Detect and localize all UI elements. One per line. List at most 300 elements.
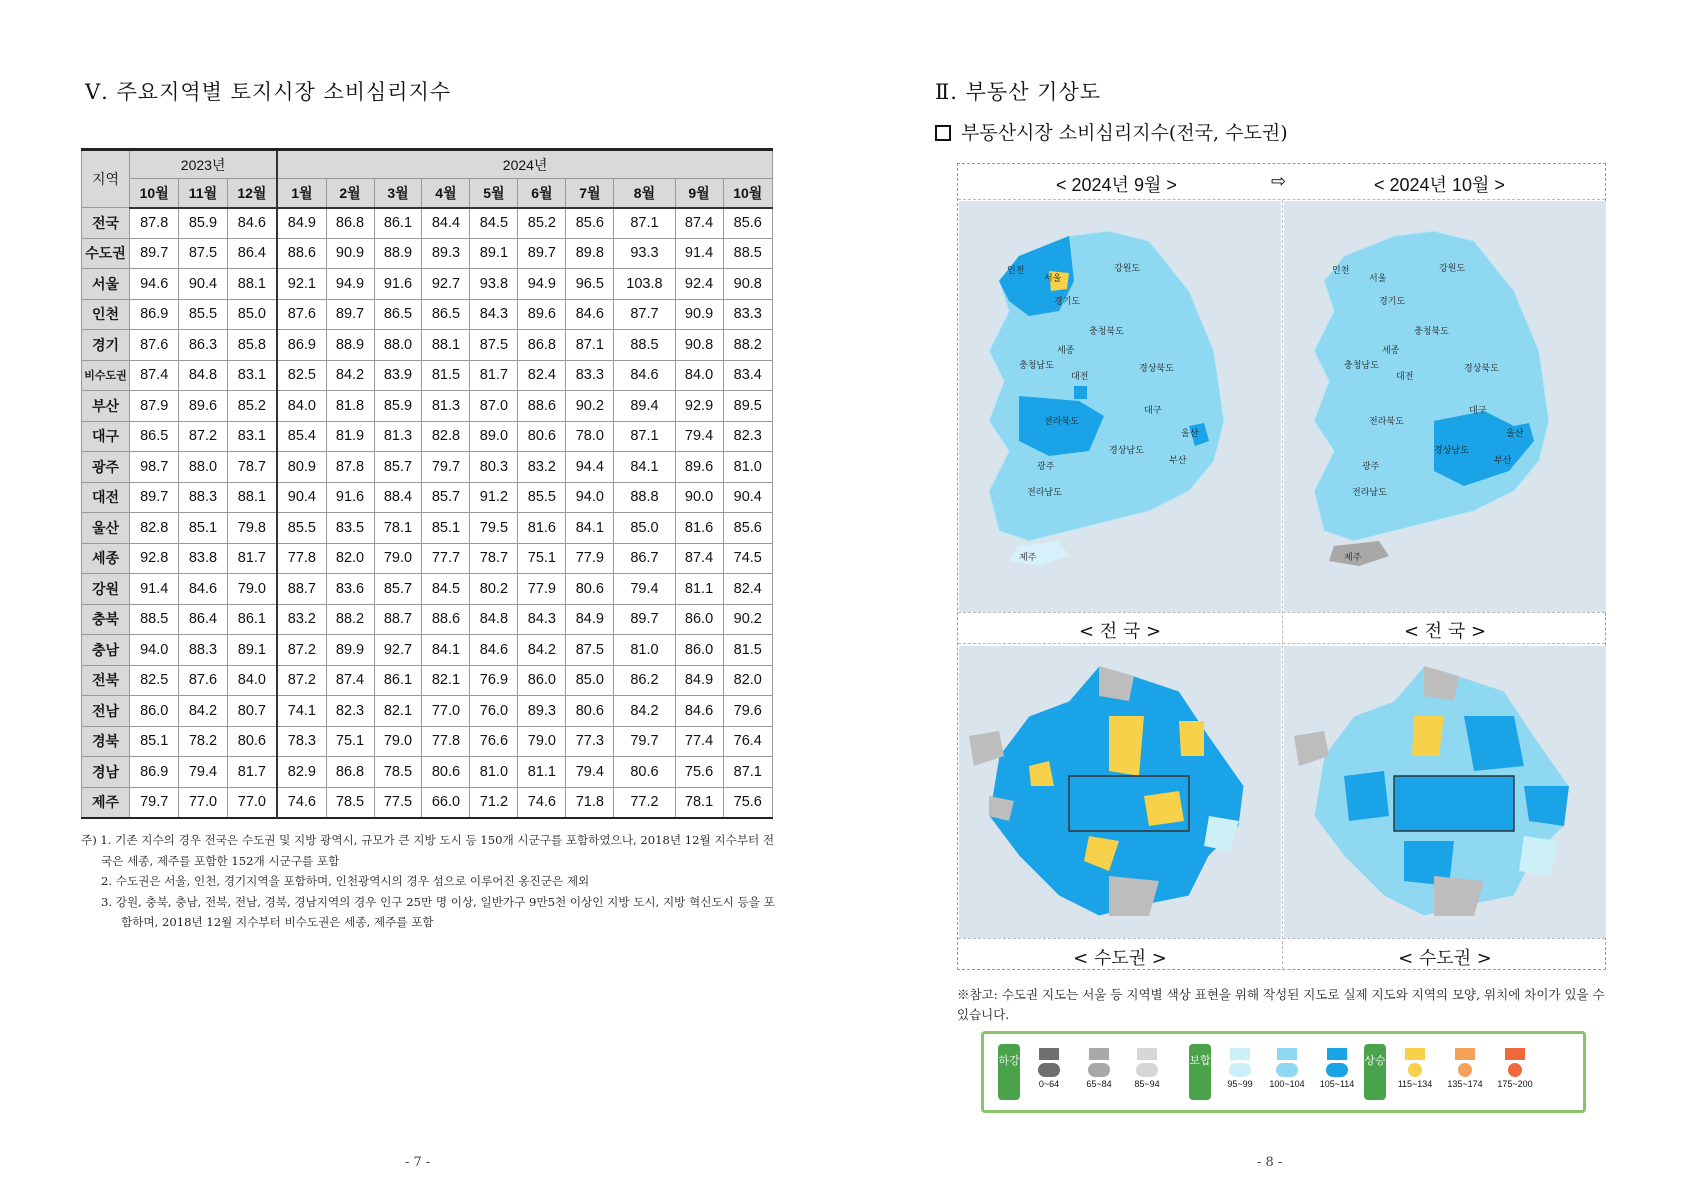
index-value: 81.7	[227, 543, 277, 574]
index-value: 87.4	[675, 543, 723, 574]
index-value: 74.6	[277, 787, 326, 818]
index-value: 86.9	[130, 299, 179, 330]
region-name: 대구	[82, 421, 130, 452]
section-title: Ⅱ. 부동산 기상도	[935, 80, 1102, 104]
index-value: 88.0	[374, 330, 422, 361]
index-value: 94.6	[130, 269, 179, 300]
region-name: 세종	[82, 543, 130, 574]
svg-text:제주: 제주	[1344, 553, 1362, 563]
svg-text:충청북도: 충청북도	[1089, 327, 1124, 337]
index-value: 86.2	[614, 665, 675, 696]
index-value: 90.9	[326, 238, 374, 269]
index-value: 79.4	[179, 757, 227, 788]
index-value: 86.4	[179, 604, 227, 635]
index-value: 81.3	[422, 391, 470, 422]
index-value: 88.7	[277, 574, 326, 605]
index-value: 85.8	[227, 330, 277, 361]
index-value: 85.0	[566, 665, 614, 696]
month-header: 6월	[518, 179, 566, 208]
index-value: 87.9	[130, 391, 179, 422]
index-value: 86.8	[326, 208, 374, 239]
index-value: 88.7	[374, 604, 422, 635]
index-value: 84.0	[277, 391, 326, 422]
index-value: 89.0	[470, 421, 518, 452]
index-value: 87.8	[130, 208, 179, 239]
index-value: 85.5	[277, 513, 326, 544]
index-value: 77.8	[422, 726, 470, 757]
index-value: 84.6	[675, 696, 723, 727]
index-value: 98.7	[130, 452, 179, 483]
index-value: 77.3	[566, 726, 614, 757]
index-value: 79.0	[374, 543, 422, 574]
index-value: 82.3	[723, 421, 772, 452]
index-value: 81.8	[326, 391, 374, 422]
index-value: 88.6	[422, 604, 470, 635]
index-value: 86.0	[130, 696, 179, 727]
index-value: 81.0	[470, 757, 518, 788]
region-name: 전북	[82, 665, 130, 696]
index-value: 76.0	[470, 696, 518, 727]
index-value: 84.6	[566, 299, 614, 330]
index-value: 83.5	[326, 513, 374, 544]
index-value: 86.5	[422, 299, 470, 330]
index-value: 78.7	[227, 452, 277, 483]
index-value: 82.8	[130, 513, 179, 544]
index-value: 86.9	[277, 330, 326, 361]
index-value: 88.5	[723, 238, 772, 269]
capital-caption-september: < 수도권 >	[1073, 948, 1167, 969]
index-value: 80.6	[422, 757, 470, 788]
index-value: 84.1	[566, 513, 614, 544]
index-value: 87.7	[614, 299, 675, 330]
svg-text:강원도: 강원도	[1114, 264, 1141, 274]
month-header: 10월	[723, 179, 772, 208]
table-row	[82, 330, 773, 361]
svg-text:경기도: 경기도	[1054, 297, 1081, 307]
index-value: 77.9	[518, 574, 566, 605]
index-value: 79.0	[374, 726, 422, 757]
map-header-september: < 2024년 9월 >	[1056, 175, 1177, 195]
index-value: 88.2	[723, 330, 772, 361]
index-value: 93.8	[470, 269, 518, 300]
svg-text:경상북도: 경상북도	[1139, 364, 1174, 374]
index-value: 77.2	[614, 787, 675, 818]
index-value: 79.0	[227, 574, 277, 605]
legend-range: 105~114	[1319, 1079, 1355, 1089]
legend-item	[1392, 1048, 1438, 1089]
index-value: 79.4	[566, 757, 614, 788]
index-value: 81.7	[470, 360, 518, 391]
index-value: 87.1	[614, 208, 675, 239]
legend-swatch	[1230, 1048, 1250, 1060]
legend-swatch	[1327, 1048, 1347, 1060]
index-value: 84.5	[470, 208, 518, 239]
index-value: 93.3	[614, 238, 675, 269]
capital-caption-october: < 수도권 >	[1398, 948, 1492, 969]
national-caption-october: < 전 국 >	[1403, 621, 1487, 642]
index-value: 81.7	[227, 757, 277, 788]
svg-text:경상남도: 경상남도	[1434, 446, 1469, 456]
region-name: 전남	[82, 696, 130, 727]
index-value: 85.7	[422, 482, 470, 513]
index-value: 94.9	[326, 269, 374, 300]
subtitle-text: 부동산시장 소비심리지수(전국, 수도권)	[961, 122, 1288, 144]
index-value: 85.9	[179, 208, 227, 239]
index-value: 92.8	[130, 543, 179, 574]
index-value: 83.3	[566, 360, 614, 391]
svg-text:울산: 울산	[1181, 429, 1199, 439]
index-value: 84.9	[566, 604, 614, 635]
table-row	[82, 604, 773, 635]
index-value: 78.2	[179, 726, 227, 757]
region-name: 충남	[82, 635, 130, 666]
index-value: 89.7	[130, 238, 179, 269]
index-value: 81.1	[675, 574, 723, 605]
legend-group-tag: 상승	[1364, 1044, 1386, 1100]
index-value: 84.6	[614, 360, 675, 391]
index-value: 84.6	[227, 208, 277, 239]
land-market-index-table	[81, 148, 773, 819]
note-2: 2. 수도권은 서울, 인천, 경기지역을 포함하며, 인천광역시의 경우 섬으로 이루어진 옹진군은 제외	[101, 874, 590, 888]
index-value: 90.0	[675, 482, 723, 513]
index-value: 87.5	[470, 330, 518, 361]
index-value: 94.0	[130, 635, 179, 666]
index-value: 88.3	[179, 482, 227, 513]
index-value: 88.6	[518, 391, 566, 422]
index-value: 84.0	[675, 360, 723, 391]
index-value: 90.2	[566, 391, 614, 422]
index-value: 83.8	[179, 543, 227, 574]
sun-icon	[1408, 1063, 1422, 1077]
index-value: 86.1	[374, 208, 422, 239]
index-value: 82.4	[518, 360, 566, 391]
legend-swatch	[1455, 1048, 1475, 1060]
index-value: 83.2	[277, 604, 326, 635]
month-header: 7월	[566, 179, 614, 208]
index-value: 86.5	[374, 299, 422, 330]
legend-range: 95~99	[1227, 1079, 1253, 1089]
region-name: 비수도권	[82, 360, 130, 391]
map-header-october: < 2024년 10월 >	[1374, 175, 1505, 195]
index-value: 103.8	[614, 269, 675, 300]
svg-text:광주: 광주	[1362, 462, 1380, 472]
index-value: 86.4	[227, 238, 277, 269]
legend-range: 0~64	[1038, 1079, 1060, 1089]
index-value: 79.7	[614, 726, 675, 757]
index-value: 88.6	[277, 238, 326, 269]
region-header: 지역	[82, 150, 130, 208]
index-value: 82.0	[723, 665, 772, 696]
index-value: 78.5	[374, 757, 422, 788]
index-value: 75.1	[326, 726, 374, 757]
index-value: 76.4	[723, 726, 772, 757]
partly-cloudy-icon	[1276, 1063, 1298, 1077]
svg-text:울산: 울산	[1506, 429, 1524, 439]
index-value: 89.9	[326, 635, 374, 666]
index-value: 91.2	[470, 482, 518, 513]
table-row	[82, 635, 773, 666]
index-value: 91.6	[326, 482, 374, 513]
legend-swatch	[1405, 1048, 1425, 1060]
index-value: 84.1	[422, 635, 470, 666]
index-value: 87.8	[326, 452, 374, 483]
index-value: 89.6	[179, 391, 227, 422]
index-value: 90.9	[675, 299, 723, 330]
svg-text:대전: 대전	[1396, 372, 1414, 382]
index-value: 80.6	[566, 574, 614, 605]
index-value: 85.9	[374, 391, 422, 422]
index-value: 88.5	[130, 604, 179, 635]
index-value: 82.9	[277, 757, 326, 788]
index-value: 75.1	[518, 543, 566, 574]
svg-text:경상남도: 경상남도	[1109, 446, 1144, 456]
index-value: 80.2	[470, 574, 518, 605]
index-value: 83.2	[518, 452, 566, 483]
index-value: 85.5	[179, 299, 227, 330]
svg-text:전라북도: 전라북도	[1044, 417, 1079, 427]
legend-range: 175~200	[1497, 1079, 1533, 1089]
arrow-right-icon: ⇨	[1271, 171, 1287, 191]
table-row	[82, 482, 773, 513]
index-value: 77.0	[179, 787, 227, 818]
index-value: 90.8	[675, 330, 723, 361]
month-header: 8월	[614, 179, 675, 208]
index-value: 80.9	[277, 452, 326, 483]
table-row	[82, 269, 773, 300]
month-header: 12월	[227, 179, 277, 208]
index-value: 83.9	[374, 360, 422, 391]
svg-text:전라남도: 전라남도	[1352, 488, 1387, 498]
region-name: 경기	[82, 330, 130, 361]
index-value: 88.3	[179, 635, 227, 666]
svg-text:대구: 대구	[1469, 406, 1487, 416]
region-name: 경남	[82, 757, 130, 788]
svg-text:대전: 대전	[1071, 372, 1089, 382]
region-name: 전국	[82, 208, 130, 239]
legend-swatch	[1039, 1048, 1059, 1060]
index-value: 78.3	[277, 726, 326, 757]
legend-group-tag: 하강	[998, 1044, 1020, 1100]
legend-item	[1314, 1048, 1360, 1089]
legend-group-tag: 보합	[1189, 1044, 1211, 1100]
index-value: 79.8	[227, 513, 277, 544]
year-header-2024: 2024년	[277, 150, 772, 179]
subtitle	[935, 118, 1288, 145]
svg-text:부산: 부산	[1494, 456, 1512, 466]
table-notes	[81, 830, 775, 933]
index-value: 77.8	[277, 543, 326, 574]
index-value: 83.4	[723, 360, 772, 391]
index-value: 84.8	[179, 360, 227, 391]
index-value: 90.2	[723, 604, 772, 635]
index-value: 89.8	[566, 238, 614, 269]
legend-range: 100~104	[1269, 1079, 1305, 1089]
index-value: 81.6	[675, 513, 723, 544]
legend-range: 135~174	[1447, 1079, 1483, 1089]
index-value: 83.6	[326, 574, 374, 605]
legend-range: 65~84	[1086, 1079, 1112, 1089]
partly-cloudy-icon	[1229, 1063, 1251, 1077]
index-value: 83.3	[723, 299, 772, 330]
legend-range: 85~94	[1134, 1079, 1160, 1089]
index-value: 85.2	[518, 208, 566, 239]
svg-text:인천: 인천	[1332, 266, 1350, 276]
region-name: 서울	[82, 269, 130, 300]
index-value: 66.0	[422, 787, 470, 818]
note-1: 주) 1. 기존 지수의 경우 전국은 수도권 및 지방 광역시, 규모가 큰 지방 도시 등 150개 시군구를 포함하였으나, 2018년 12월 지수부터 전국은 세종, 제주를 포함한 152개 시군구를 포함	[81, 833, 775, 868]
index-value: 89.1	[227, 635, 277, 666]
index-value: 88.1	[422, 330, 470, 361]
index-value: 85.2	[227, 391, 277, 422]
region-name: 제주	[82, 787, 130, 818]
index-value: 78.1	[374, 513, 422, 544]
month-header: 11월	[179, 179, 227, 208]
index-value: 86.7	[614, 543, 675, 574]
index-value: 84.6	[179, 574, 227, 605]
checkbox-square-icon	[935, 125, 951, 141]
index-value: 85.7	[374, 452, 422, 483]
svg-text:서울: 서울	[1369, 274, 1387, 284]
table-row	[82, 543, 773, 574]
table-body	[82, 208, 773, 818]
index-value: 74.6	[518, 787, 566, 818]
index-value: 86.0	[518, 665, 566, 696]
region-name: 수도권	[82, 238, 130, 269]
index-value: 90.4	[179, 269, 227, 300]
svg-text:대구: 대구	[1144, 406, 1162, 416]
index-value: 89.5	[723, 391, 772, 422]
index-value: 87.6	[130, 330, 179, 361]
index-value: 84.3	[518, 604, 566, 635]
index-value: 78.1	[675, 787, 723, 818]
index-value: 87.5	[179, 238, 227, 269]
note-3: 3. 강원, 충북, 충남, 전북, 전남, 경북, 경남지역의 경우 인구 25만 명 이상, 일반가구 9만5천 이상인 지방 도시, 지방 혁신도시 등을 포함하며, 2018년 12월 지수부터 비수도권은 세종, 제주를 포함	[101, 894, 775, 929]
month-header: 4월	[422, 179, 470, 208]
sun-icon	[1458, 1063, 1472, 1077]
weather-legend	[981, 1031, 1586, 1113]
legend-swatch	[1505, 1048, 1525, 1060]
index-value: 80.6	[566, 696, 614, 727]
index-value: 92.4	[675, 269, 723, 300]
index-value: 86.1	[374, 665, 422, 696]
index-value: 82.1	[422, 665, 470, 696]
svg-text:충청남도: 충청남도	[1019, 361, 1054, 371]
svg-text:세종: 세종	[1382, 346, 1400, 356]
index-value: 87.2	[179, 421, 227, 452]
index-value: 80.6	[614, 757, 675, 788]
legend-swatch	[1089, 1048, 1109, 1060]
sun-icon	[1508, 1063, 1522, 1077]
index-value: 81.5	[723, 635, 772, 666]
index-value: 85.5	[518, 482, 566, 513]
table-row	[82, 238, 773, 269]
index-value: 84.8	[470, 604, 518, 635]
index-value: 81.3	[374, 421, 422, 452]
index-value: 87.1	[723, 757, 772, 788]
index-value: 86.8	[518, 330, 566, 361]
index-value: 85.1	[422, 513, 470, 544]
index-value: 80.6	[227, 726, 277, 757]
index-value: 84.2	[518, 635, 566, 666]
index-value: 96.5	[566, 269, 614, 300]
index-value: 87.6	[179, 665, 227, 696]
table-row	[82, 574, 773, 605]
index-value: 84.2	[326, 360, 374, 391]
region-name: 울산	[82, 513, 130, 544]
map-divider	[1282, 200, 1283, 969]
index-value: 77.7	[422, 543, 470, 574]
legend-item	[1026, 1048, 1072, 1089]
index-value: 87.1	[566, 330, 614, 361]
legend-item	[1492, 1048, 1538, 1089]
region-name: 부산	[82, 391, 130, 422]
national-map-september	[959, 201, 1281, 612]
index-value: 81.5	[422, 360, 470, 391]
cloud-icon	[1136, 1063, 1158, 1077]
table-row	[82, 421, 773, 452]
index-value: 83.1	[227, 421, 277, 452]
index-value: 89.7	[518, 238, 566, 269]
svg-text:경기도: 경기도	[1379, 297, 1406, 307]
index-value: 85.0	[614, 513, 675, 544]
index-value: 87.2	[277, 635, 326, 666]
index-value: 89.7	[130, 482, 179, 513]
index-value: 87.6	[277, 299, 326, 330]
index-value: 78.0	[566, 421, 614, 452]
index-value: 89.1	[470, 238, 518, 269]
index-value: 86.8	[326, 757, 374, 788]
index-value: 94.4	[566, 452, 614, 483]
index-value: 79.0	[518, 726, 566, 757]
map-header	[958, 164, 1605, 200]
legend-item	[1217, 1048, 1263, 1089]
section-title: Ⅴ. 주요지역별 토지시장 소비심리지수	[85, 80, 452, 104]
index-value: 88.8	[614, 482, 675, 513]
region-name: 대전	[82, 482, 130, 513]
page-number: - 8 -	[1257, 1155, 1283, 1170]
table-row	[82, 360, 773, 391]
index-value: 78.5	[326, 787, 374, 818]
index-value: 88.4	[374, 482, 422, 513]
index-value: 79.4	[614, 574, 675, 605]
index-value: 84.4	[422, 208, 470, 239]
cloud-icon	[1088, 1063, 1110, 1077]
index-value: 76.9	[470, 665, 518, 696]
index-value: 79.7	[422, 452, 470, 483]
index-value: 77.9	[566, 543, 614, 574]
region-name: 경북	[82, 726, 130, 757]
national-caption-september: < 전 국 >	[1078, 621, 1162, 642]
svg-text:전라북도: 전라북도	[1369, 417, 1404, 427]
index-value: 79.7	[130, 787, 179, 818]
index-value: 74.1	[277, 696, 326, 727]
index-value: 88.1	[227, 482, 277, 513]
index-value: 82.8	[422, 421, 470, 452]
index-value: 86.9	[130, 757, 179, 788]
index-value: 89.6	[518, 299, 566, 330]
index-value: 88.2	[326, 604, 374, 635]
index-value: 82.3	[326, 696, 374, 727]
region-name: 강원	[82, 574, 130, 605]
index-value: 87.4	[675, 208, 723, 239]
index-value: 85.6	[566, 208, 614, 239]
index-value: 84.3	[470, 299, 518, 330]
index-value: 80.6	[518, 421, 566, 452]
index-value: 77.0	[227, 787, 277, 818]
index-value: 89.3	[518, 696, 566, 727]
table-row	[82, 208, 773, 239]
svg-text:인천: 인천	[1007, 266, 1025, 276]
